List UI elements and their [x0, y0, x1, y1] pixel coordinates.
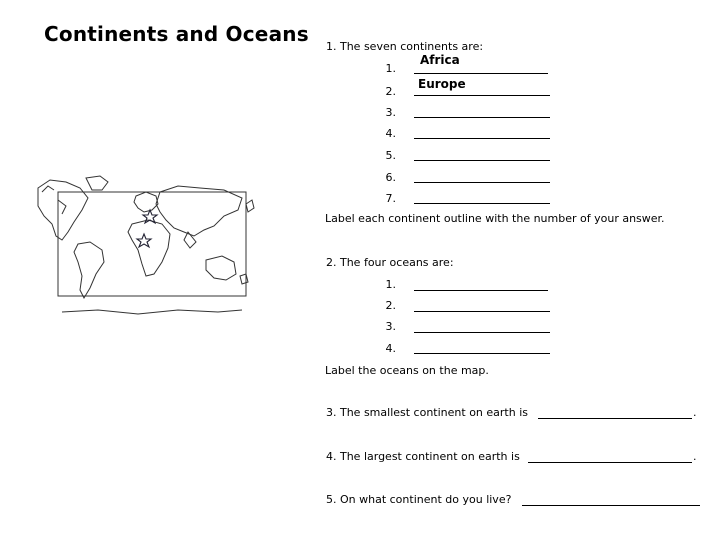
q1-answer-2: Europe	[418, 77, 466, 91]
q1-number-1: 1.	[385, 62, 396, 75]
question-2-instruction: Label the oceans on the map.	[325, 364, 489, 377]
q2-number-2: 2.	[385, 299, 396, 312]
q1-answer-line-1[interactable]	[414, 73, 548, 74]
q2-answer-line-4[interactable]	[414, 353, 550, 354]
q1-answer-line-7[interactable]	[414, 203, 550, 204]
q2-number-3: 3.	[385, 320, 396, 333]
q3-answer-line[interactable]	[538, 418, 692, 419]
q2-answer-line-3[interactable]	[414, 332, 550, 333]
q1-number-4: 4.	[385, 127, 396, 140]
q4-period: .	[693, 450, 697, 463]
question-2-prompt: 2. The four oceans are:	[326, 256, 454, 269]
q1-number-7: 7.	[385, 192, 396, 205]
star-marker-icon	[137, 210, 157, 247]
q1-number-3: 3.	[385, 106, 396, 119]
q1-answer-line-6[interactable]	[414, 182, 550, 183]
page-title: Continents and Oceans	[44, 22, 309, 46]
q1-number-2: 2.	[385, 85, 396, 98]
q2-answer-line-1[interactable]	[414, 290, 548, 291]
q1-answer-line-2[interactable]	[414, 95, 550, 96]
q1-number-5: 5.	[385, 149, 396, 162]
q2-number-4: 4.	[385, 342, 396, 355]
question-1-prompt: 1. The seven continents are:	[326, 40, 484, 53]
question-5-prompt: 5. On what continent do you live?	[326, 493, 512, 506]
question-4-prompt: 4. The largest continent on earth is	[326, 450, 520, 463]
question-3-prompt: 3. The smallest continent on earth is	[326, 406, 528, 419]
q3-period: .	[693, 406, 697, 419]
q1-number-6: 6.	[385, 171, 396, 184]
q4-answer-line[interactable]	[528, 462, 692, 463]
q5-answer-line[interactable]	[522, 505, 700, 506]
q1-answer-line-3[interactable]	[414, 117, 550, 118]
q1-answer-1: Africa	[420, 53, 460, 67]
q2-number-1: 1.	[385, 278, 396, 291]
q2-answer-line-2[interactable]	[414, 311, 550, 312]
world-map-outline-icon	[28, 170, 260, 320]
question-1-instruction: Label each continent outline with the number of your answer.	[325, 212, 665, 225]
q1-answer-line-4[interactable]	[414, 138, 550, 139]
q1-answer-line-5[interactable]	[414, 160, 550, 161]
